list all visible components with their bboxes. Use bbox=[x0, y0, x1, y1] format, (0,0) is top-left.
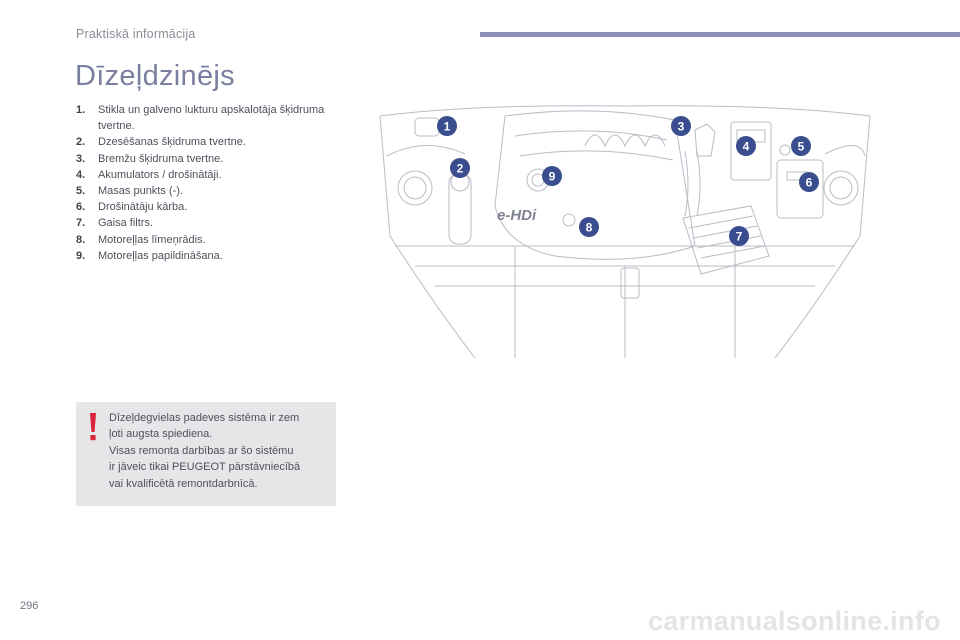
warning-line: Visas remonta darbības ar šo sistēmu bbox=[109, 444, 294, 457]
callout-3 bbox=[671, 116, 691, 136]
callout-7 bbox=[729, 226, 749, 246]
list-item bbox=[76, 215, 356, 231]
callout-label: 6 bbox=[805, 175, 813, 190]
section-header: Praktiskā informācija bbox=[76, 27, 196, 41]
warning-line: ir jāveic tikai PEUGEOT pārstāvniecībā bbox=[109, 461, 301, 474]
parts-list bbox=[76, 102, 356, 264]
callout-label: 1 bbox=[443, 119, 451, 134]
list-item-text: Stikla un galveno lukturu apskalotāja šķidruma tvertne. bbox=[98, 104, 325, 133]
list-item bbox=[76, 248, 356, 264]
list-item-number: 1. bbox=[76, 104, 86, 116]
callout-6 bbox=[799, 172, 819, 192]
list-item-number: 5. bbox=[76, 185, 86, 198]
warning-line: ļoti augsta spiediena. bbox=[109, 428, 213, 441]
list-item-text: Masas punkts (-). bbox=[98, 185, 183, 198]
list-item bbox=[76, 151, 356, 167]
list-item bbox=[76, 183, 356, 199]
callout-label: 4 bbox=[742, 139, 750, 154]
list-item-number: 2. bbox=[76, 136, 86, 149]
callout-1 bbox=[437, 116, 457, 136]
list-item bbox=[76, 199, 356, 215]
engine-bay-diagram bbox=[355, 96, 895, 358]
list-item-text: Gaisa filtrs. bbox=[98, 217, 154, 230]
header-rule bbox=[480, 32, 960, 37]
watermark: carmanualsonline.info bbox=[648, 606, 941, 636]
callout-8 bbox=[579, 217, 599, 237]
exclamation-icon bbox=[87, 412, 99, 442]
list-item-text: Drošinātāju kārba. bbox=[98, 201, 188, 214]
engine-logo: e-HDi bbox=[497, 207, 537, 224]
list-item-number: 7. bbox=[76, 217, 86, 230]
callout-5 bbox=[791, 136, 811, 156]
callout-label: 7 bbox=[735, 229, 743, 244]
callout-label: 8 bbox=[585, 220, 593, 235]
page-number: 296 bbox=[20, 600, 39, 612]
list-item bbox=[76, 232, 356, 248]
callout-9 bbox=[542, 166, 562, 186]
list-item bbox=[76, 167, 356, 183]
list-item-text: Motoreļļas papildināšana. bbox=[98, 249, 223, 262]
list-item-number: 9. bbox=[76, 249, 86, 262]
callout-2 bbox=[450, 158, 470, 178]
warning-line: Dīzeļdegvielas padeves sistēma ir zem bbox=[109, 412, 300, 424]
list-item-number: 4. bbox=[76, 168, 86, 181]
list-item-number: 6. bbox=[76, 201, 86, 214]
list-item-number: 3. bbox=[76, 152, 86, 165]
warning-box bbox=[76, 402, 336, 506]
callout-4 bbox=[736, 136, 756, 156]
callout-label: 5 bbox=[797, 139, 805, 154]
callout-label: 2 bbox=[456, 161, 464, 176]
callout-label: 9 bbox=[548, 169, 556, 184]
list-item-text: Motoreļļas līmeņrādis. bbox=[98, 233, 206, 246]
warning-text bbox=[109, 410, 331, 492]
list-item bbox=[76, 102, 356, 134]
page-title: Dīzeļdzinējs bbox=[75, 60, 235, 92]
list-item-text: Dzesēšanas šķidruma tvertne. bbox=[98, 136, 246, 149]
warning-line: vai kvalificētā remontdarbnīcā. bbox=[109, 477, 258, 490]
list-item-text: Akumulators / drošinātāji. bbox=[98, 168, 222, 181]
list-item bbox=[76, 134, 356, 150]
list-item-number: 8. bbox=[76, 233, 86, 246]
list-item-text: Bremžu šķidruma tvertne. bbox=[98, 152, 224, 165]
callout-label: 3 bbox=[677, 119, 685, 134]
